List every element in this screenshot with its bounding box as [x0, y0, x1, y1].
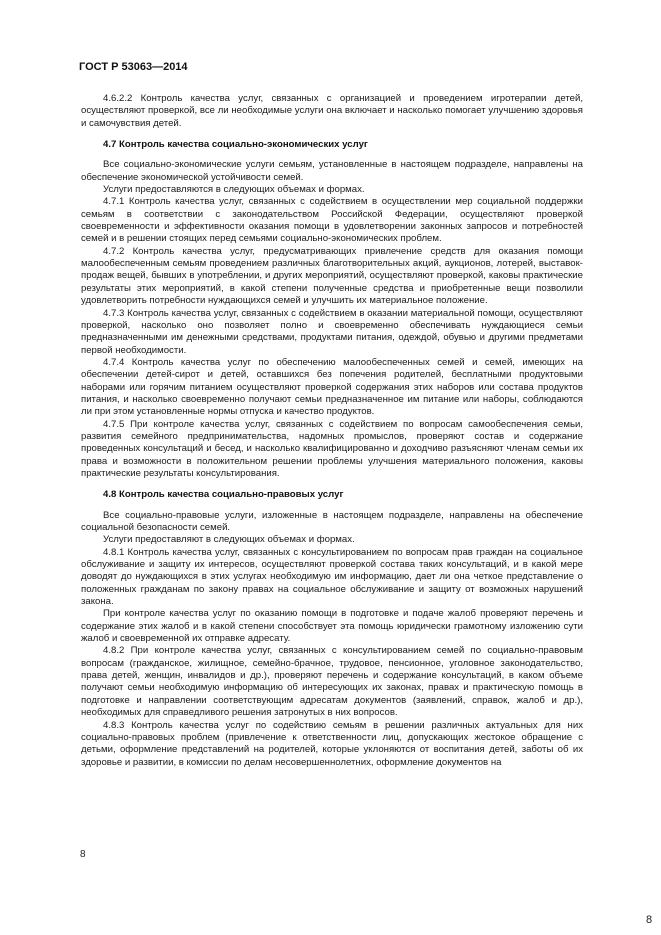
paragraph-4-7-2: 4.7.2 Контроль качества услуг, предусматривающих привлечение средств для оказания помощи малообеспеченным семьям проведением различных благотворительных акций, аукционов, лотерей, выставок-продаж вещей, бывших в употреблении, и других мероприятий, осуществляют проверкой, каковы практические результаты этих мероприятий, в какой степени полученные средства и приобретенные вещи позволили удовлетворить потребности нуждающихся семей и улучшить их материальное положение.	[81, 245, 583, 307]
paragraph-4-8-1: 4.8.1 Контроль качества услуг, связанных с консультированием по вопросам прав граждан на социальное обслуживание и защиту их интересов, осуществляют проверкой состава таких консультаций, и в какой мере доводят до нуждающихся в этих услугах необходимую им информацию, дает ли она четкое представление о положенных гражданам по закону правах на социальное обслуживание и защиту от возможных нарушений закона.	[81, 546, 583, 608]
page-number: 8	[80, 849, 86, 860]
page-number-corner: 8	[646, 914, 653, 926]
paragraph-4-8-2: 4.8.2 При контроле качества услуг, связанных с консультированием семей по социально-правовым вопросам (гражданское, жилищное, семейно-брачное, трудовое, пенсионное, уголовное законодательство, права детей, женщин, инвалидов и др.), проверяют перечень и содержание консультаций, в каком объеме получают семьи необходимую информацию об интересующих их законах, правах и практическую помощь в подготовке и направлении соответствующим адресатам документов (заявлений, справок, жалоб и др.), необходимых для справедливого решения затронутых в них вопросов.	[81, 645, 583, 719]
section-heading-4-7: 4.7 Контроль качества социально-экономических услуг	[103, 139, 368, 151]
paragraph-4-7-intro: Все социально-экономические услуги семьям, установленные в настоящем подразделе, направлены на обеспечение экономической устойчивости семей.	[81, 159, 583, 183]
paragraph-4-8-forms: Услуги предоставляют в следующих объемах и формах.	[103, 534, 355, 546]
section-heading-4-8: 4.8 Контроль качества социально-правовых услуг	[103, 489, 344, 501]
standard-header: ГОСТ Р 53063—2014	[79, 61, 188, 73]
document-body	[81, 93, 583, 769]
paragraph-4-7-3: 4.7.3 Контроль качества услуг, связанных с содействием в оказании материальной помощи, осуществляют проверкой, насколько оно позволяет полно и своевременно обеспечивать нуждающиеся семьи предназначенными им денежными средствами, продуктами питания, одеждой, обувью и другими предметами первой необходимости.	[81, 307, 583, 356]
paragraph-4-7-4: 4.7.4 Контроль качества услуг по обеспечению малообеспеченных семей и семей, имеющих на обеспечении детей-сирот и детей, оставшихся без попечения родителей, бесплатными продуктовыми наборами или горячим питанием осуществляют проверкой содержания этих наборов или состава продуктов питания, и насколько своевременно получают семьи предназначенное им питание или наборы, соблюдаются ли при этом установленные нормы отпуска и качество продуктов.	[81, 356, 583, 418]
paragraph-4-8-3: 4.8.3 Контроль качества услуг по содействию семьям в решении различных актуальных для них социально-правовых проблем (привлечение к ответственности лиц, допускающих жестокое обращение с детьми, оформление представлений на родителей, которые уклоняются от воспитания детей, заботы об их здоровье и развитии, в комиссии по делам несовершеннолетних, оформление документов на	[81, 719, 583, 768]
paragraph-4-7-5: 4.7.5 При контроле качества услуг, связанных с содействием по вопросам самообеспечения семьи, развития семейного предпринимательства, надомных промыслов, проверяют состав и содержание проведенных консультаций и бесед, и насколько квалифицированно и доходчиво разъясняют членам семьи их права и возможности в положительном решении проблемы улучшения материального положения, каковы практические результаты консультирования.	[81, 418, 583, 479]
paragraph-4-7-forms: Услуги предоставляются в следующих объемах и формах.	[103, 184, 365, 196]
paragraph-4-8-1-complaints: При контроле качества услуг по оказанию помощи в подготовке и подаче жалоб проверяют перечень и содержание этих жалоб и в какой степени способствует эта помощь юридически грамотному изложению сути жалоб и своевременной их отправке адресату.	[81, 608, 583, 645]
paragraph-4-6-2-2: 4.6.2.2 Контроль качества услуг, связанных с организацией и проведением игротерапии детей, осуществляют проверкой, все ли необходимые услуги она включает и насколько помогает улучшению здоровья и самочувствия детей.	[81, 93, 583, 129]
paragraph-4-7-1: 4.7.1 Контроль качества услуг, связанных с содействием в осуществлении мер социальной поддержки семьям в соответствии с законодательством Российской Федерации, осуществляют проверкой своевременности и эффективности оказания помощи в удовлетворении законных запросов и потребностей семей и в решении стоящих перед семьями социально-экономических проблем.	[81, 196, 583, 245]
paragraph-4-8-intro: Все социально-правовые услуги, изложенные в настоящем подразделе, направлены на обеспечение социальной безопасности семей.	[81, 509, 583, 533]
